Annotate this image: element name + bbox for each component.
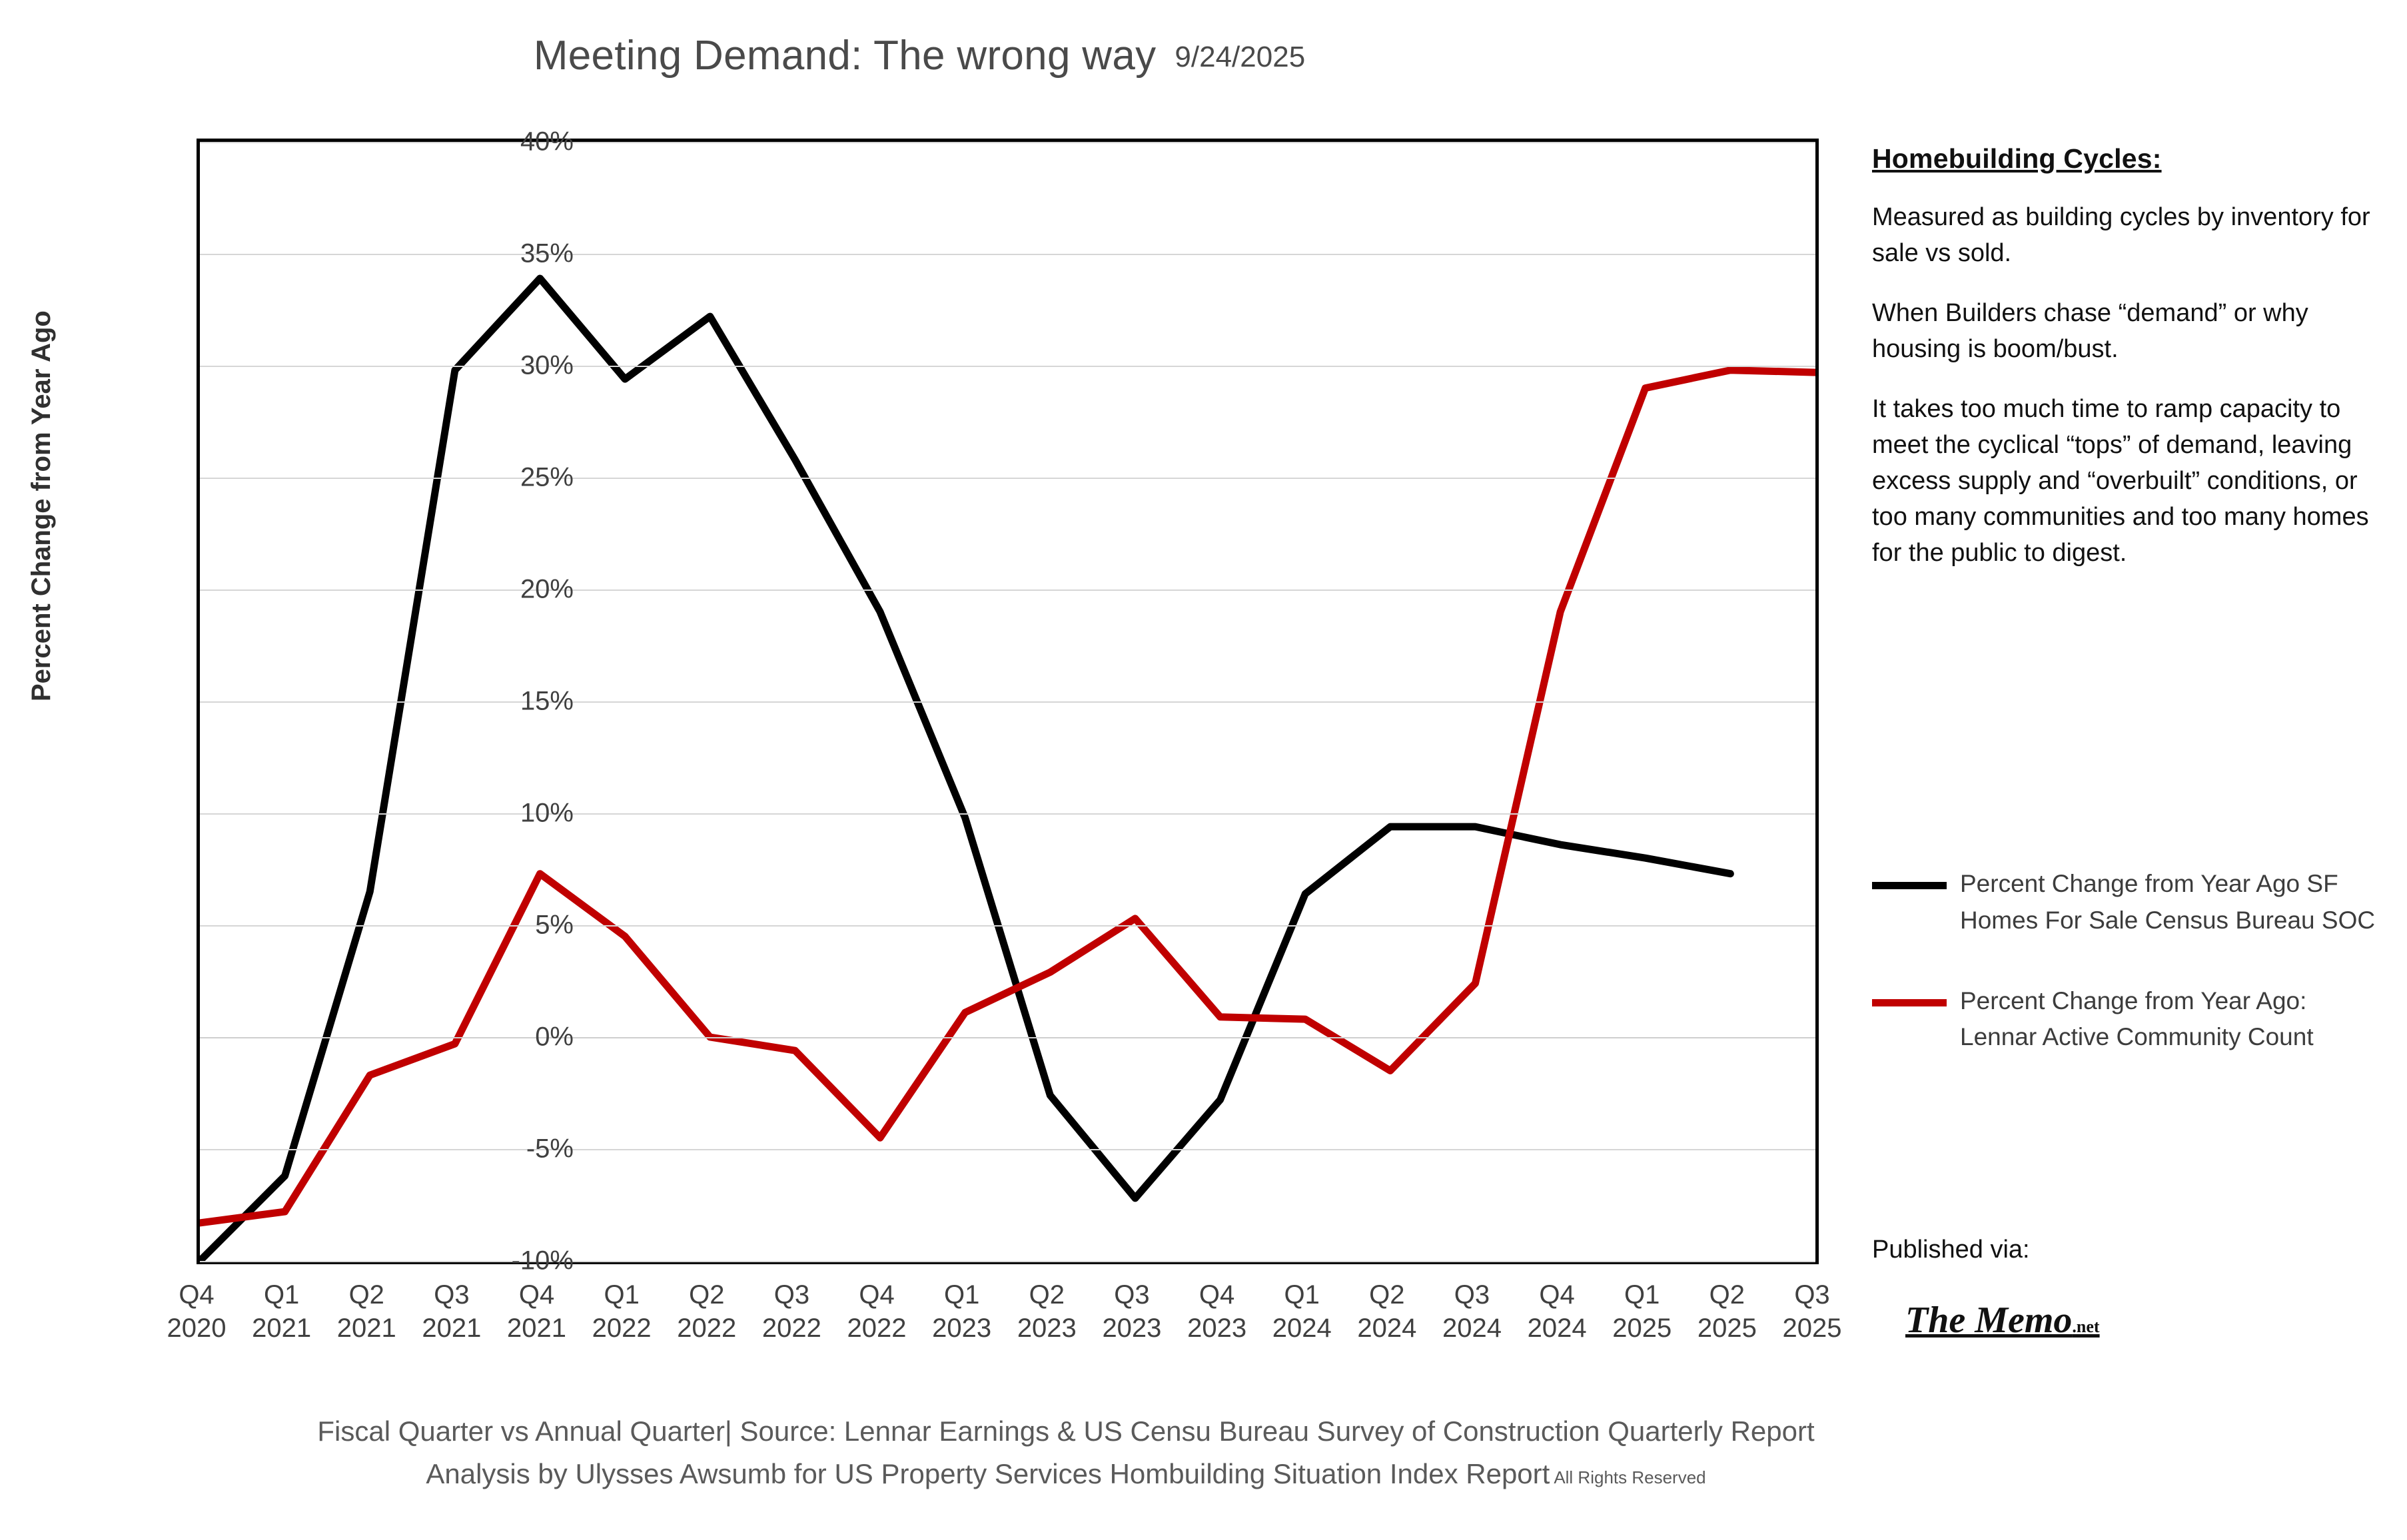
footer — [0, 1415, 2132, 1490]
x-axis-tick-label: Q4 2022 — [847, 1280, 907, 1343]
x-axis-tick-label: Q3 2023 — [1102, 1280, 1162, 1343]
x-axis-tick-label: Q3 2022 — [761, 1280, 821, 1343]
y-axis-title: Percent Change from Year Ago — [27, 310, 56, 701]
x-axis-tick-label: Q1 2022 — [592, 1280, 652, 1343]
y-axis-tick-label: 20% — [520, 574, 574, 604]
legend-label-lennar: Percent Change from Year Ago: Lennar Active Community Count — [1960, 986, 2314, 1051]
brand-logo — [1905, 1299, 2100, 1342]
x-axis-tick-label: Q2 2024 — [1357, 1280, 1417, 1343]
y-axis-tick-label: -10% — [511, 1246, 574, 1276]
legend-label-sf-homes: Percent Change from Year Ago SF Homes For Sale Census Bureau SOC — [1960, 870, 2376, 934]
chart-title-row — [0, 32, 1839, 79]
brand-tld: .net — [2072, 1317, 2100, 1336]
sidebar-paragraph-3: It takes too much time to ramp capacity to meet the cyclical “tops” of demand, leaving excess supply and “overbuilt” conditions, or too many communities and too many homes for the public to digest. — [1872, 394, 2369, 567]
series-line-lennar — [200, 370, 1815, 1223]
x-axis-tick-label: Q2 2022 — [677, 1280, 737, 1343]
y-axis-tick-label: 35% — [520, 238, 574, 268]
y-axis-tick-label: 30% — [520, 350, 574, 380]
legend-item-lennar — [1872, 983, 2378, 1056]
x-axis-tick-label: Q4 2023 — [1187, 1280, 1247, 1343]
legend-swatch-black — [1872, 882, 1947, 889]
x-axis-tick-label: Q1 2023 — [932, 1280, 992, 1343]
x-axis-tick-label: Q3 2024 — [1442, 1280, 1502, 1343]
legend-swatch-red — [1872, 999, 1947, 1006]
legend-item-sf-homes — [1872, 866, 2378, 939]
x-axis-tick-label: Q4 2020 — [167, 1280, 227, 1343]
x-axis-tick-label: Q1 2021 — [252, 1280, 312, 1343]
y-axis-tick-label: 10% — [520, 798, 574, 828]
sidebar-notes — [1872, 143, 2378, 595]
x-axis-tick-label: Q4 2021 — [507, 1280, 566, 1343]
footer-rights: All Rights Reserved — [1554, 1467, 1706, 1487]
series-line-sf-homes — [200, 278, 1730, 1261]
y-axis-tick-label: -5% — [526, 1134, 574, 1164]
sidebar-paragraph-1: Measured as building cycles by inventory for sale vs sold. — [1872, 203, 2370, 267]
x-axis-tick-label: Q3 2025 — [1782, 1280, 1842, 1343]
sidebar-heading: Homebuilding Cycles: — [1872, 143, 2162, 174]
chart-date: 9/24/2025 — [1175, 41, 1306, 73]
y-axis-tick-label: 25% — [520, 462, 574, 492]
brand-name: The Memo — [1905, 1300, 2073, 1341]
x-axis-tick-label: Q1 2024 — [1272, 1280, 1332, 1343]
y-axis-tick-label: 0% — [535, 1022, 574, 1052]
x-axis-tick-label: Q3 2021 — [422, 1280, 482, 1343]
sidebar-paragraph-2: When Builders chase “demand” or why housing is boom/bust. — [1872, 298, 2308, 363]
y-axis-tick-label: 40% — [520, 127, 574, 157]
x-axis-tick-label: Q2 2021 — [336, 1280, 396, 1343]
y-axis-tick-label: 15% — [520, 686, 574, 716]
footer-source-line: Fiscal Quarter vs Annual Quarter| Source: Lennar Earnings & US Censu Bureau Survey of Construction Quarterly Report — [317, 1415, 1815, 1447]
chart-title: Meeting Demand: The wrong way — [533, 33, 1157, 79]
x-axis-tick-label: Q4 2024 — [1527, 1280, 1587, 1343]
x-axis-labels — [167, 1279, 1842, 1365]
chart-legend — [1872, 866, 2378, 1100]
footer-analysis-text: Analysis by Ulysses Awsumb for US Property Services Hombuilding Situation Index Report — [426, 1458, 1550, 1489]
y-axis-tick-label: 5% — [535, 910, 574, 940]
x-axis-tick-label: Q2 2023 — [1017, 1280, 1077, 1343]
x-axis-tick-label: Q1 2025 — [1612, 1280, 1672, 1343]
x-axis-tick-label: Q2 2025 — [1697, 1280, 1757, 1343]
published-label: Published via: — [1872, 1236, 2030, 1264]
footer-analysis-line — [0, 1458, 2132, 1490]
